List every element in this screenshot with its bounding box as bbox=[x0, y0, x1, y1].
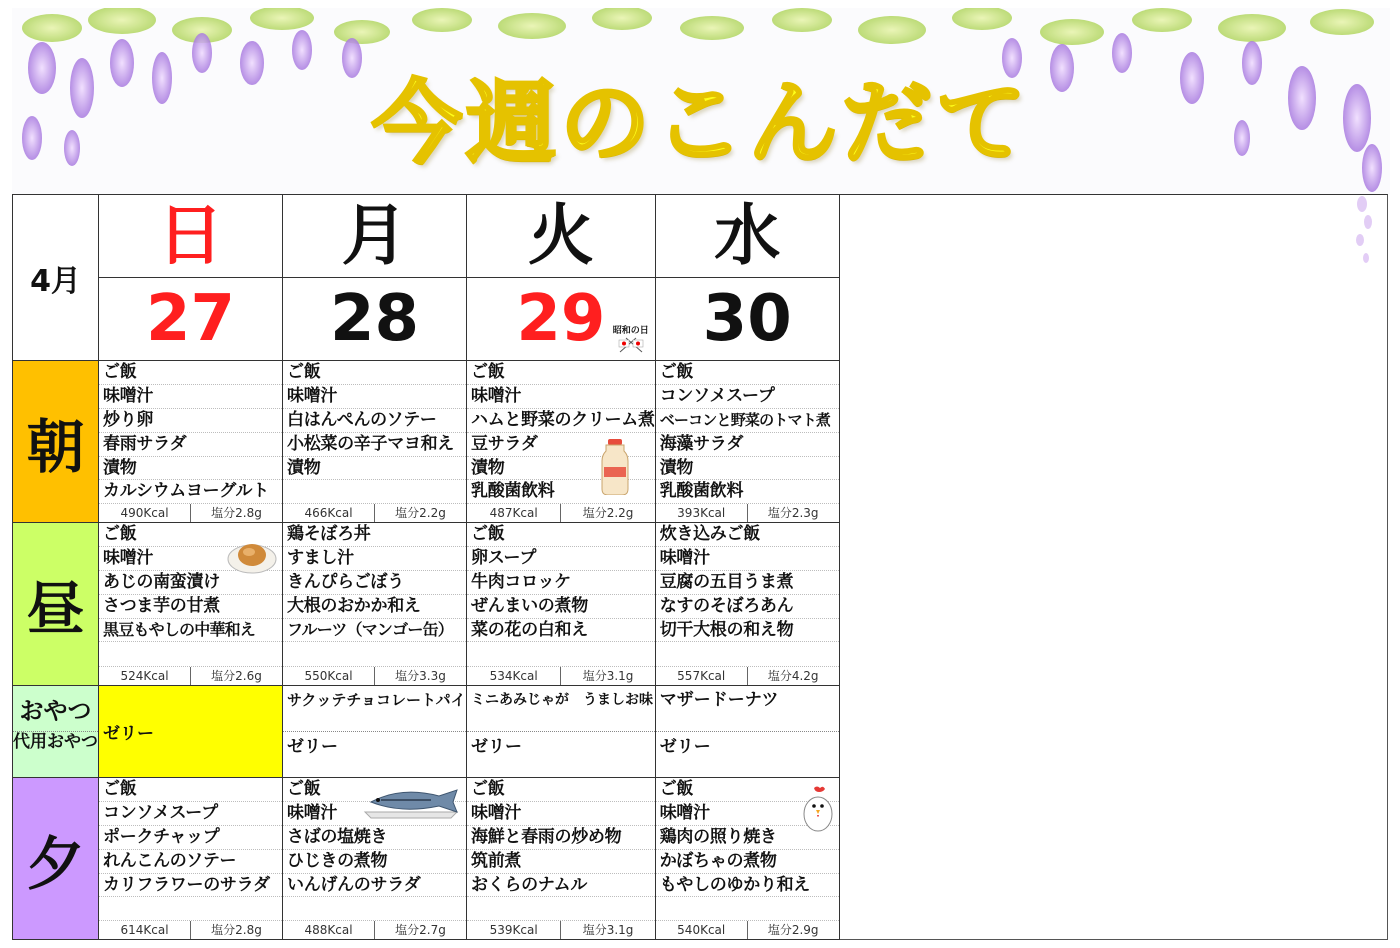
list-item: 豆腐の五目うま煮 bbox=[656, 571, 839, 595]
list-item bbox=[283, 480, 466, 504]
nutrition-info: 393Kcal 塩分2.3g bbox=[656, 503, 839, 522]
date-sun: 27 bbox=[99, 278, 283, 361]
nutrition-info: 550Kcal 塩分3.3g bbox=[283, 666, 466, 685]
list-item: ポークチャップ bbox=[99, 826, 282, 850]
list-item: さつま芋の甘煮 bbox=[99, 595, 282, 619]
list-item: ご飯 bbox=[283, 778, 466, 802]
list-item: 切干大根の和え物 bbox=[656, 619, 839, 643]
list-item: 鶏そぼろ丼 bbox=[283, 523, 466, 547]
snack-sun: ゼリー bbox=[99, 686, 283, 778]
list-item: 漬物 bbox=[656, 457, 839, 481]
japanese-flags-icon bbox=[616, 337, 646, 353]
nutrition-info: 524Kcal 塩分2.6g bbox=[99, 666, 282, 685]
list-item: 炒り卵 bbox=[99, 409, 282, 433]
list-item: 漬物 bbox=[99, 457, 282, 481]
list-item: 海鮮と春雨の炒め物 bbox=[467, 826, 655, 850]
list-item: 味噌汁 bbox=[656, 802, 839, 826]
list-item: なすのそぼろあん bbox=[656, 595, 839, 619]
breakfast-sun bbox=[99, 361, 283, 523]
list-item: 鶏肉の照り焼き bbox=[656, 826, 839, 850]
list-item: 味噌汁 bbox=[656, 547, 839, 571]
lunch-label: 昼 bbox=[13, 523, 99, 686]
dinner-sun bbox=[99, 778, 283, 940]
dow-mon: 月 bbox=[283, 195, 467, 278]
header-banner bbox=[12, 8, 1390, 194]
nutrition-info: 488Kcal 塩分2.7g bbox=[283, 920, 466, 939]
list-item: 白はんぺんのソテー bbox=[283, 409, 466, 433]
snack-label: おやつ 代用おやつ bbox=[13, 686, 99, 778]
list-item: ご飯 bbox=[467, 361, 655, 385]
breakfast-wed bbox=[655, 361, 839, 523]
nutrition-info: 540Kcal 塩分2.9g bbox=[656, 920, 839, 939]
list-item: 黒豆もやしの中華和え bbox=[99, 619, 282, 643]
list-item: 乳酸菌飲料 bbox=[656, 480, 839, 504]
list-item: 味噌汁 bbox=[99, 385, 282, 409]
nutrition-info: 487Kcal 塩分2.2g bbox=[467, 503, 655, 522]
lunch-mon bbox=[283, 523, 467, 686]
list-item: 味噌汁 bbox=[99, 547, 282, 571]
list-item: ご飯 bbox=[283, 361, 466, 385]
nutrition-info: 557Kcal 塩分4.2g bbox=[656, 666, 839, 685]
dow-sun: 日 bbox=[99, 195, 283, 278]
list-item: カルシウムヨーグルト bbox=[99, 480, 282, 504]
list-item: ご飯 bbox=[99, 523, 282, 547]
list-item: 漬物 bbox=[467, 457, 655, 481]
breakfast-mon bbox=[283, 361, 467, 523]
grilled-mackerel-icon bbox=[361, 784, 463, 820]
date-mon: 28 bbox=[283, 278, 467, 361]
dinner-mon bbox=[283, 778, 467, 940]
list-item: ベーコンと野菜のトマト煮 bbox=[656, 409, 839, 433]
list-item: 牛肉コロッケ bbox=[467, 571, 655, 595]
list-item: ご飯 bbox=[467, 523, 655, 547]
nutrition-info: 534Kcal 塩分3.1g bbox=[467, 666, 655, 685]
nutrition-info: 614Kcal 塩分2.8g bbox=[99, 920, 282, 939]
list-item: カリフラワーのサラダ bbox=[99, 874, 282, 898]
snack-sub-label: 代用おやつ bbox=[13, 732, 98, 752]
dinner-wed bbox=[655, 778, 839, 940]
list-item: 小松菜の辛子マヨ和え bbox=[283, 433, 466, 457]
list-item: 炊き込みご飯 bbox=[656, 523, 839, 547]
list-item: 豆サラダ bbox=[467, 433, 655, 457]
list-item: フルーツ（マンゴー缶） bbox=[283, 619, 466, 643]
list-item: 味噌汁 bbox=[283, 802, 466, 826]
list-item: 海藻サラダ bbox=[656, 433, 839, 457]
dow-wed: 水 bbox=[655, 195, 839, 278]
dinner-label: 夕 bbox=[13, 778, 99, 940]
list-item: さばの塩焼き bbox=[283, 826, 466, 850]
list-item: ご飯 bbox=[656, 778, 839, 802]
fried-fish-dish-icon bbox=[227, 537, 277, 575]
lunch-tue bbox=[467, 523, 656, 686]
list-item: 菜の花の白和え bbox=[467, 619, 655, 643]
nutrition-info: 490Kcal 塩分2.8g bbox=[99, 503, 282, 522]
holiday-label: 昭和の日 bbox=[613, 326, 649, 357]
date-tue: 29 昭和の日 bbox=[467, 278, 656, 361]
list-item: 春雨サラダ bbox=[99, 433, 282, 457]
list-item: ご飯 bbox=[656, 361, 839, 385]
breakfast-label: 朝 bbox=[13, 361, 99, 523]
list-item: もやしのゆかり和え bbox=[656, 874, 839, 898]
snack-wed: マザードーナツ ゼリー bbox=[655, 686, 839, 778]
list-item: 漬物 bbox=[283, 457, 466, 481]
list-item: ひじきの煮物 bbox=[283, 850, 466, 874]
lunch-wed bbox=[655, 523, 839, 686]
list-item: コンソメスープ bbox=[99, 802, 282, 826]
list-item: すまし汁 bbox=[283, 547, 466, 571]
list-item: れんこんのソテー bbox=[99, 850, 282, 874]
list-item: 大根のおかか和え bbox=[283, 595, 466, 619]
list-item: 味噌汁 bbox=[283, 385, 466, 409]
yogurt-drink-bottle-icon bbox=[599, 439, 631, 495]
chicken-icon bbox=[800, 786, 836, 834]
list-item: ご飯 bbox=[99, 778, 282, 802]
snack-mon: サクッテチョコレートパイ ゼリー bbox=[283, 686, 467, 778]
list-item: きんぴらごぼう bbox=[283, 571, 466, 595]
list-item: 味噌汁 bbox=[467, 802, 655, 826]
list-item: 筑前煮 bbox=[467, 850, 655, 874]
nutrition-info: 466Kcal 塩分2.2g bbox=[283, 503, 466, 522]
page-title: 今週のこんだて bbox=[372, 71, 1030, 176]
list-item: ご飯 bbox=[99, 361, 282, 385]
list-item: 味噌汁 bbox=[467, 385, 655, 409]
list-item: ハムと野菜のクリーム煮 bbox=[467, 409, 655, 433]
list-item: コンソメスープ bbox=[656, 385, 839, 409]
month-label: 4月 bbox=[13, 195, 99, 361]
dinner-tue bbox=[467, 778, 656, 940]
dow-tue: 火 bbox=[467, 195, 656, 278]
list-item: ぜんまいの煮物 bbox=[467, 595, 655, 619]
snack-tue: ミニあみじゃが うましお味 ゼリー bbox=[467, 686, 656, 778]
list-item: ご飯 bbox=[467, 778, 655, 802]
breakfast-tue bbox=[467, 361, 656, 523]
menu-table bbox=[12, 194, 840, 940]
list-item: あじの南蛮漬け bbox=[99, 571, 282, 595]
list-item: かぼちゃの煮物 bbox=[656, 850, 839, 874]
lunch-sun bbox=[99, 523, 283, 686]
nutrition-info: 539Kcal 塩分3.1g bbox=[467, 920, 655, 939]
list-item: おくらのナムル bbox=[467, 874, 655, 898]
list-item: 卵スープ bbox=[467, 547, 655, 571]
list-item: いんげんのサラダ bbox=[283, 874, 466, 898]
list-item: 乳酸菌飲料 bbox=[467, 480, 655, 504]
date-wed: 30 bbox=[655, 278, 839, 361]
